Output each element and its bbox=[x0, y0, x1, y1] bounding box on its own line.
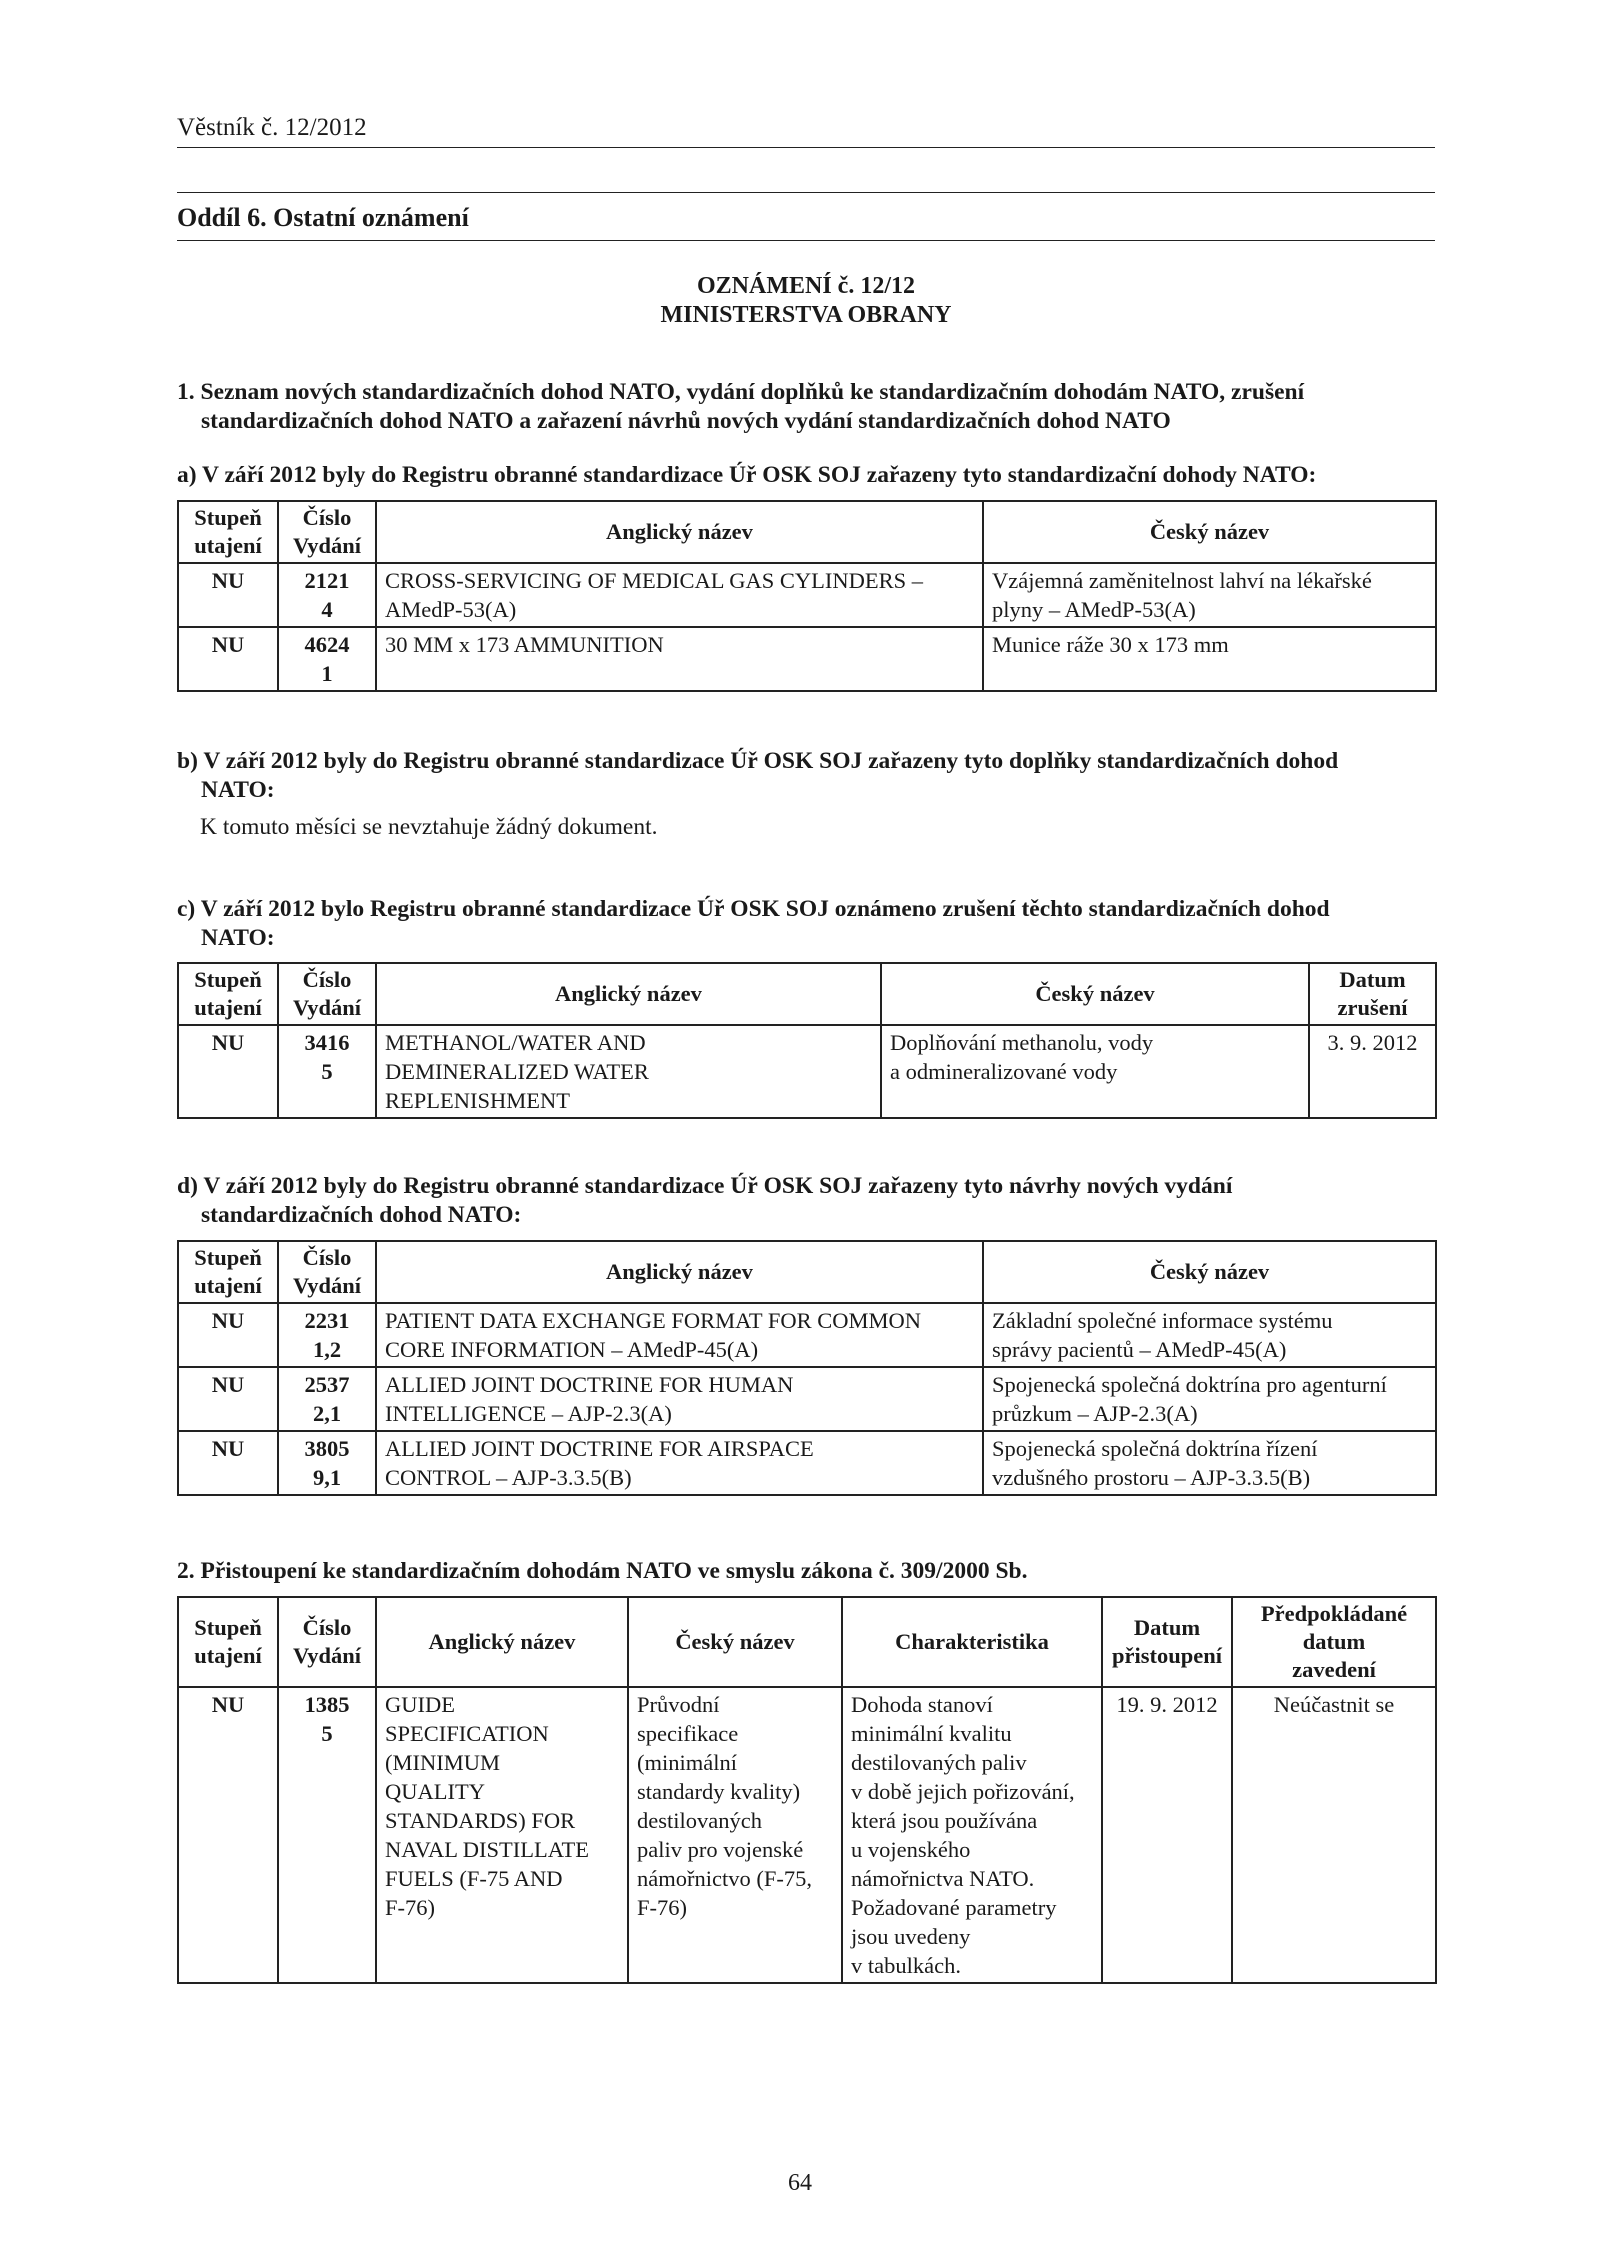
table-c-header bbox=[178, 963, 1436, 1025]
section-b-note: K tomuto měsíci se nevztahuje žádný dokument. bbox=[200, 814, 658, 840]
cell-anglicky: PATIENT DATA EXCHANGE FORMAT FOR COMMON CORE INFORMATION – AMedP-45(A) bbox=[376, 1303, 983, 1367]
col-header-datum-zavedeni: Předpokládané datum zavedení bbox=[1232, 1597, 1436, 1687]
section-a-heading: a) V září 2012 byly do Registru obranné standardizace Úř OSK SOJ zařazeny tyto standardizační dohody NATO: bbox=[177, 462, 1317, 488]
cell-anglicky: 30 MM x 173 AMMUNITION bbox=[376, 627, 983, 691]
cell-cislo: 3805 9,1 bbox=[278, 1431, 376, 1495]
table-d bbox=[177, 1240, 1437, 1496]
col-header-charakteristika: Charakteristika bbox=[842, 1597, 1102, 1687]
cell-datum-pristoupeni: 19. 9. 2012 bbox=[1102, 1687, 1232, 1983]
cell-cesky: Vzájemná zaměnitelnost lahví na lékařské plyny – AMedP-53(A) bbox=[983, 563, 1436, 627]
col-header-cislo: Číslo Vydání bbox=[278, 1241, 376, 1303]
col-header-stupen: Stupeň utajení bbox=[178, 963, 278, 1025]
col-header-cesky: Český název bbox=[983, 1241, 1436, 1303]
cell-stupen: NU bbox=[178, 1367, 278, 1431]
section-rule-bottom bbox=[177, 240, 1435, 241]
col-header-stupen: Stupeň utajení bbox=[178, 1241, 278, 1303]
cell-stupen: NU bbox=[178, 1687, 278, 1983]
cell-cesky: Základní společné informace systému správy pacientů – AMedP-45(A) bbox=[983, 1303, 1436, 1367]
col-header-datum-pristoupeni: Datum přistoupení bbox=[1102, 1597, 1232, 1687]
table-row bbox=[178, 1025, 1436, 1118]
section-b-line1: b) V září 2012 byly do Registru obranné standardizace Úř OSK SOJ zařazeny tyto doplňky standardizačních dohod bbox=[177, 748, 1339, 774]
cell-anglicky: GUIDE SPECIFICATION (MINIMUM QUALITY STANDARDS) FOR NAVAL DISTILLATE FUELS (F-75 AND F-76) bbox=[376, 1687, 628, 1983]
cell-cislo: 3416 5 bbox=[278, 1025, 376, 1118]
col-header-anglicky: Anglický název bbox=[376, 963, 881, 1025]
cell-stupen: NU bbox=[178, 563, 278, 627]
table-row bbox=[178, 627, 1436, 691]
table-d-header bbox=[178, 1241, 1436, 1303]
cell-cesky: Průvodní specifikace (minimální standardy kvality) destilovaných paliv pro vojenské námořnictvo (F-75, F-76) bbox=[628, 1687, 842, 1983]
table-a-header bbox=[178, 501, 1436, 563]
table-row bbox=[178, 1431, 1436, 1495]
table-2-header bbox=[178, 1597, 1436, 1687]
col-header-cislo: Číslo Vydání bbox=[278, 963, 376, 1025]
col-header-stupen: Stupeň utajení bbox=[178, 1597, 278, 1687]
col-header-datum-zruseni: Datum zrušení bbox=[1309, 963, 1436, 1025]
col-header-anglicky: Anglický název bbox=[376, 1241, 983, 1303]
cell-stupen: NU bbox=[178, 627, 278, 691]
item-1-line1: 1. Seznam nových standardizačních dohod NATO, vydání doplňků ke standardizačním dohodám NATO, zrušení bbox=[177, 379, 1305, 405]
table-a bbox=[177, 500, 1437, 692]
table-row bbox=[178, 1303, 1436, 1367]
cell-cesky: Munice ráže 30 x 173 mm bbox=[983, 627, 1436, 691]
section-c-line2: NATO: bbox=[201, 925, 275, 951]
cell-anglicky: METHANOL/WATER AND DEMINERALIZED WATER REPLENISHMENT bbox=[376, 1025, 881, 1118]
cell-cislo: 2231 1,2 bbox=[278, 1303, 376, 1367]
section-b-line2: NATO: bbox=[201, 777, 275, 803]
cell-stupen: NU bbox=[178, 1431, 278, 1495]
cell-datum: 3. 9. 2012 bbox=[1309, 1025, 1436, 1118]
table-row bbox=[178, 563, 1436, 627]
notice-title: OZNÁMENÍ č. 12/12 bbox=[697, 273, 915, 299]
section-d-line1: d) V září 2012 byly do Registru obranné standardizace Úř OSK SOJ zařazeny tyto návrhy nových vydání bbox=[177, 1173, 1233, 1199]
section-b-heading bbox=[177, 747, 1435, 805]
cell-cesky: Spojenecká společná doktrína řízení vzdušného prostoru – AJP-3.3.5(B) bbox=[983, 1431, 1436, 1495]
notice-issuer: MINISTERSTVA OBRANY bbox=[660, 302, 952, 328]
table-2 bbox=[177, 1596, 1437, 1984]
cell-anglicky: ALLIED JOINT DOCTRINE FOR AIRSPACE CONTROL – AJP-3.3.5(B) bbox=[376, 1431, 983, 1495]
col-header-anglicky: Anglický název bbox=[376, 1597, 628, 1687]
col-header-stupen: Stupeň utajení bbox=[178, 501, 278, 563]
cell-stupen: NU bbox=[178, 1025, 278, 1118]
section-title: Oddíl 6. Ostatní oznámení bbox=[177, 203, 469, 232]
header-rule bbox=[177, 147, 1435, 148]
section-2-heading: 2. Přistoupení ke standardizačním dohodám NATO ve smyslu zákona č. 309/2000 Sb. bbox=[177, 1558, 1028, 1584]
cell-stupen: NU bbox=[178, 1303, 278, 1367]
cell-charakteristika: Dohoda stanoví minimální kvalitu destilovaných paliv v době jejich pořizování, která jsou používána u vojenského námořnictva NATO. Požadované parametry jsou uvedeny v tabulkách. bbox=[842, 1687, 1102, 1983]
running-head: Věstník č. 12/2012 bbox=[177, 114, 367, 141]
item-1-line2: standardizačních dohod NATO a zařazení návrhů nových vydání standardizačních dohod NATO bbox=[201, 408, 1171, 434]
section-c-heading bbox=[177, 895, 1435, 953]
item-1-heading bbox=[177, 378, 1435, 436]
table-row bbox=[178, 1367, 1436, 1431]
cell-cislo: 1385 5 bbox=[278, 1687, 376, 1983]
section-d-line2: standardizačních dohod NATO: bbox=[201, 1202, 522, 1228]
col-header-cesky: Český název bbox=[983, 501, 1436, 563]
section-c-line1: c) V září 2012 bylo Registru obranné standardizace Úř OSK SOJ oznámeno zrušení těchto standardizačních dohod bbox=[177, 896, 1330, 922]
cell-cesky: Doplňování methanolu, vody a odmineralizované vody bbox=[881, 1025, 1309, 1118]
section-rule-top bbox=[177, 192, 1435, 193]
cell-cislo: 4624 1 bbox=[278, 627, 376, 691]
col-header-cislo: Číslo Vydání bbox=[278, 501, 376, 563]
col-header-cesky: Český název bbox=[881, 963, 1309, 1025]
section-d-heading bbox=[177, 1172, 1435, 1230]
cell-datum-zavedeni: Neúčastnit se bbox=[1232, 1687, 1436, 1983]
table-row bbox=[178, 1687, 1436, 1983]
col-header-cesky: Český název bbox=[628, 1597, 842, 1687]
cell-anglicky: CROSS-SERVICING OF MEDICAL GAS CYLINDERS – AMedP-53(A) bbox=[376, 563, 983, 627]
col-header-anglicky: Anglický název bbox=[376, 501, 983, 563]
col-header-cislo: Číslo Vydání bbox=[278, 1597, 376, 1687]
table-c bbox=[177, 962, 1437, 1119]
page-number: 64 bbox=[788, 2170, 812, 2196]
cell-cesky: Spojenecká společná doktrína pro agenturní průzkum – AJP-2.3(A) bbox=[983, 1367, 1436, 1431]
cell-anglicky: ALLIED JOINT DOCTRINE FOR HUMAN INTELLIGENCE – AJP-2.3(A) bbox=[376, 1367, 983, 1431]
cell-cislo: 2121 4 bbox=[278, 563, 376, 627]
cell-cislo: 2537 2,1 bbox=[278, 1367, 376, 1431]
